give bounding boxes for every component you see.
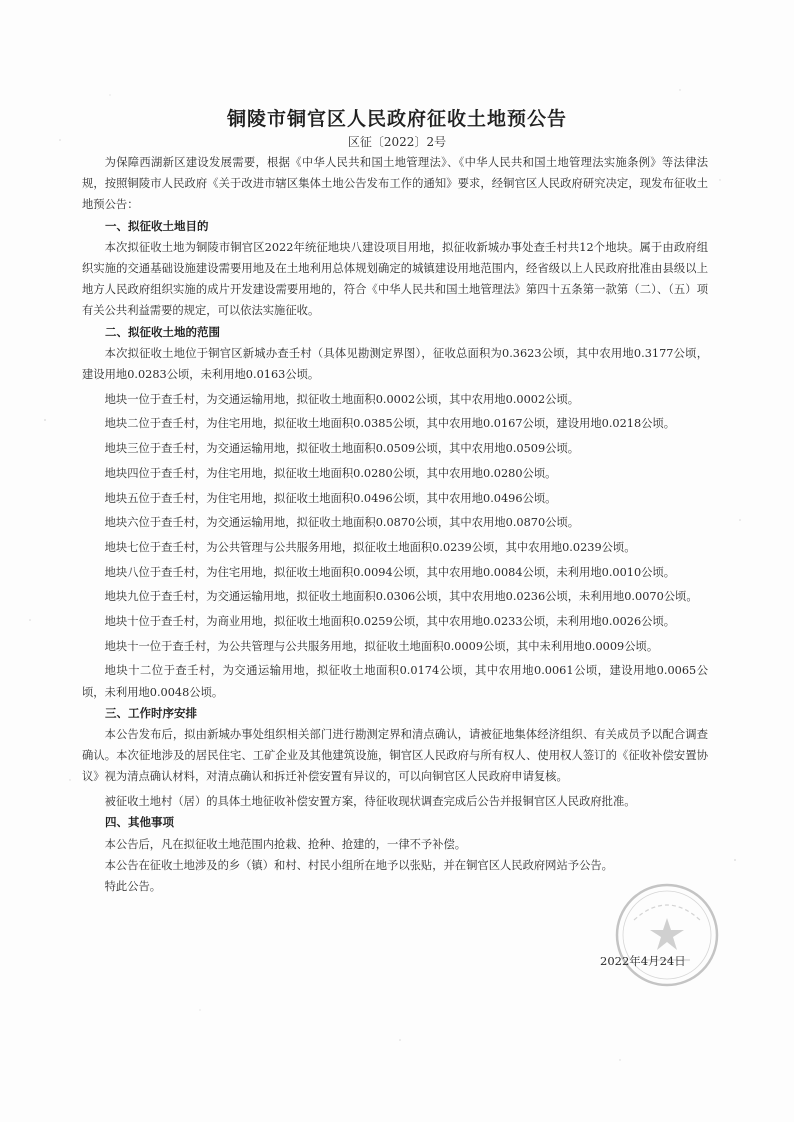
plot-item: 地块一位于查壬村，为交通运输用地，拟征收土地面积0.0002公顷，其中农用地0.0002公顷。 [104, 392, 580, 406]
other-paragraph-2: 本公告在征收土地涉及的乡（镇）和村、村民小组所在地予以张贴，并在铜官区人民政府网站予公告。 [104, 858, 613, 872]
scope-intro-paragraph: 本次拟征收土地位于铜官区新城办查壬村（具体见勘测定界图），征收总面积为0.3623公顷，其中农用地0.3177公顷，建设用地0.0283公顷，未利用地0.0163公顷。 [82, 346, 708, 382]
other-paragraph-1: 本公告后，凡在拟征收土地范围内抢栽、抢种、抢建的，一律不予补偿。 [104, 837, 467, 851]
plot-item: 地块七位于查壬村，为公共管理与公共服务用地，拟征收土地面积0.0239公顷，其中农用地0.0239公顷。 [104, 540, 636, 554]
issue-date: 2022年4月24日 [600, 954, 686, 968]
plot-item: 地块五位于查壬村，为住宅用地，拟征收土地面积0.0496公顷，其中农用地0.0496公顷。 [104, 491, 557, 505]
plot-item: 地块九位于查壬村，为交通运输用地，拟征收土地面积0.0306公顷，其中农用地0.0236公顷，未利用地0.0070公顷。 [104, 590, 698, 604]
plot-item: 地块八位于查壬村，为住宅用地，拟征收土地面积0.0094公顷，其中农用地0.0084公顷，未利用地0.0010公顷。 [104, 565, 676, 579]
document-body [82, 152, 708, 897]
plot-item: 地块十一位于查壬村，为公共管理与公共服务用地，拟征收土地面积0.0009公顷，其中未利用地0.0009公顷。 [104, 639, 659, 653]
document-number: 区征〔2022〕2号 [347, 135, 447, 149]
compensation-paragraph: 被征收土地村（居）的具体土地征收补偿安置方案，待征收现状调查完成后公告并报铜官区人民政府批准。 [104, 795, 636, 809]
plot-item: 地块四位于查壬村，为住宅用地，拟征收土地面积0.0280公顷，其中农用地0.0280公顷。 [104, 466, 557, 480]
document-title: 铜陵市铜官区人民政府征收土地预公告 [226, 108, 567, 130]
plot-item: 地块十位于查壬村，为商业用地，拟征收土地面积0.0259公顷，其中农用地0.0233公顷，未利用地0.0026公顷。 [104, 615, 676, 629]
section-heading-scope: 二、拟征收土地的范围 [105, 324, 220, 339]
schedule-paragraph: 本公告发布后，拟由新城办事处组织相关部门进行勘测定界和清点确认，请被征地集体经济组织、有关成员予以配合调查确认。本次征地涉及的居民住宅、工矿企业及其他建筑设施，铜官区人民政府与所有权人、使用权人签订的《征收补偿安置协议》视为清点确认材料，对清点确认和拆迁补偿安置有异议的，可以向铜官区人民政府申请复核。 [82, 728, 708, 784]
section-heading-schedule: 三、工作时序安排 [105, 705, 197, 720]
plot-item: 地块二位于查壬村，为住宅用地，拟征收土地面积0.0385公顷，其中农用地0.0167公顷，建设用地0.0218公顷。 [104, 417, 676, 431]
plot-item: 地块六位于查壬村，为交通运输用地，拟征收土地面积0.0870公顷，其中农用地0.0870公顷。 [104, 516, 580, 530]
intro-paragraph: 为保障西湖新区建设发展需要，根据《中华人民共和国土地管理法》、《中华人民共和国土地管理法实施条例》等法律法规，按照铜陵市人民政府《关于改进市辖区集体土地公告发布工作的通知》要求，经铜官区人民政府研究决定，现发布征收土地预公告： [82, 156, 708, 212]
closing-line: 特此公告。 [104, 880, 162, 893]
plot-item: 地块十二位于查壬村，为交通运输用地，拟征收土地面积0.0174公顷，其中农用地0.0061公顷，建设用地0.0065公顷，未利用地0.0048公顷。 [82, 664, 708, 699]
section-heading-other: 四、其他事项 [105, 815, 174, 830]
section-heading-purpose: 一、拟征收土地目的 [105, 218, 209, 233]
purpose-paragraph: 本次拟征收土地为铜陵市铜官区2022年统征地块八建设项目用地，拟征收新城办事处查壬村共12个地块。属于由政府组织实施的交通基础设施建设需要用地及在土地利用总体规划确定的城镇建设用地范围内，经省级以上人民政府批准由县级以上地方人民政府组织实施的成片开发建设需要用地的，符合《中华人民共和国土地管理法》第四十五条第一款第（二）、（五）项有关公共利益需要的规定，可以依法实施征收。 [82, 240, 708, 318]
plot-item: 地块三位于查壬村，为交通运输用地，拟征收土地面积0.0509公顷，其中农用地0.0509公顷。 [104, 442, 580, 456]
official-seal-stamp [612, 880, 722, 990]
